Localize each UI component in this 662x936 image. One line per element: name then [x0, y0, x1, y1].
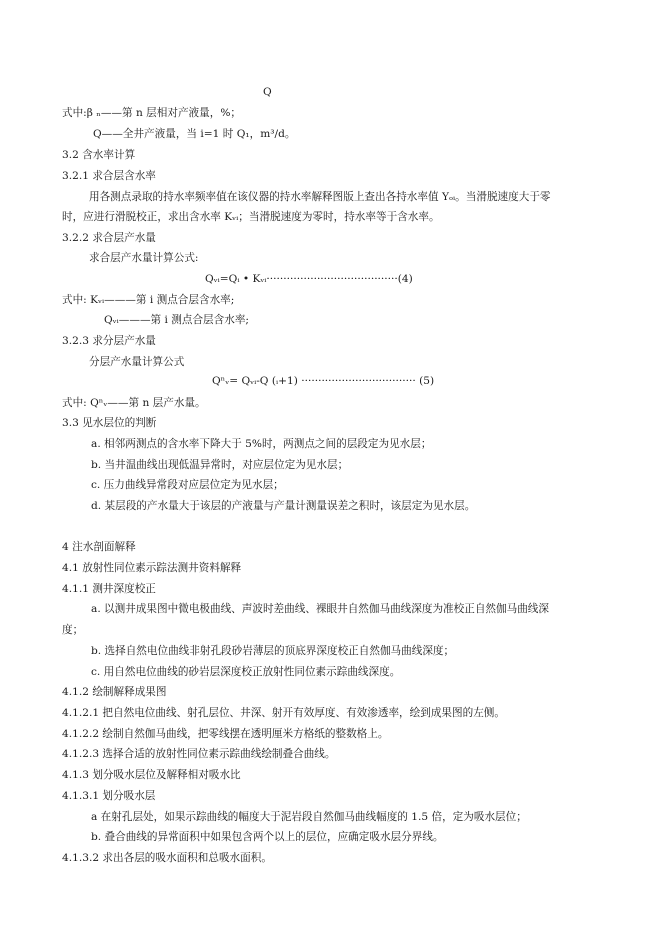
list-item-4-1-1-c: c. 用自然电位曲线的砂岩层深度校正放射性同位素示踪曲线深度。 — [91, 666, 401, 678]
heading-4-1-2: 4.1.2 绘制解释成果图 — [62, 686, 167, 698]
heading-3-2: 3.2 含水率计算 — [62, 149, 136, 161]
paragraph-4-1-2-1: 4.1.2.1 把自然电位曲线、射孔层位、井深、射开有效厚度、有效渗透率，绘到成果图的左侧。 — [62, 707, 505, 719]
heading-3-2-3: 3.2.3 求分层产水量 — [62, 335, 156, 347]
list-item-4-1-3-1-b: b. 叠合曲线的异常面积中如果包含两个以上的层位，应确定吸水层分界线。 — [91, 831, 444, 843]
paragraph-3-2-2: 求合层产水量计算公式: — [89, 252, 199, 264]
heading-4-1: 4.1 放射性同位素示踪法测井资料解释 — [62, 562, 242, 574]
heading-4-1-1: 4.1.1 测井深度校正 — [62, 583, 156, 595]
list-item-4-1-1-a-line1: a. 以测井成果图中微电极曲线、声波时差曲线、裸眼井自然伽马曲线深度为准校正自然伽马曲线深 — [91, 603, 549, 615]
list-item-4-1-1-b: b. 选择自然电位曲线非射孔段砂岩薄层的顶底界深度校正自然伽马曲线深度； — [91, 645, 455, 657]
heading-3-2-2: 3.2.2 求合层产水量 — [62, 232, 156, 244]
list-item-3-3-a: a. 相邻两测点的含水率下降大于 5%时，两测点之间的层段定为见水层； — [91, 438, 432, 450]
heading-3-2-1: 3.2.1 求合层含水率 — [62, 170, 156, 182]
definition-qwi: Qᵥᵢ———第 i 测点合层含水率; — [104, 314, 249, 326]
definition-qn: 式中: Qⁿᵥ——第 n 层产水量。 — [62, 397, 206, 409]
heading-4-1-3-1: 4.1.3.1 划分吸水层 — [62, 790, 156, 802]
list-item-4-1-1-a-line2: 度； — [62, 624, 84, 636]
paragraph-4-1-2-3: 4.1.2.3 选择合适的放射性同位素示踪曲线绘制叠合曲线。 — [62, 748, 336, 760]
definition-q: Q——全井产液量，当 i=1 时 Q₁，m³/d。 — [93, 128, 296, 140]
heading-3-3: 3.3 见水层位的判断 — [62, 417, 157, 429]
heading-4-1-3: 4.1.3 划分吸水层位及解释相对吸水比 — [62, 769, 241, 781]
paragraph-3-2-1-line1: 用各测点录取的持水率频率值在该仪器的持水率解释图版上查出各持水率值 Yₒᵢ。当滑脱速度大于零 — [89, 191, 551, 203]
paragraph-4-1-2-2: 4.1.2.2 绘制自然伽马曲线，把零线摆在透明厘米方格纸的整数格上。 — [62, 728, 389, 740]
list-item-4-1-3-1-a: a 在射孔层处，如果示踪曲线的幅度大于泥岩段自然伽马曲线幅度的 1.5 倍，定为吸水层位； — [91, 811, 527, 823]
definition-beta: 式中:β ₙ——第 n 层相对产液量，%； — [62, 107, 241, 119]
definition-k: 式中: Kᵥᵢ———第 i 测点合层含水率; — [62, 294, 235, 306]
paragraph-4-1-3-2: 4.1.3.2 求出各层的吸水面积和总吸水面积。 — [62, 852, 272, 864]
paragraph-3-2-1-line2: 时，应进行滑脱校正，求出含水率 Kᵥᵢ；当滑脱速度为零时，持水率等于含水率。 — [62, 211, 440, 223]
list-item-3-3-b: b. 当井温曲线出现低温异常时，对应层位定为见水层； — [91, 459, 349, 471]
list-item-3-3-d: d. 某层段的产水量大于该层的产液量与产量计测量误差之积时，该层定为见水层。 — [91, 500, 476, 512]
formula-5: Qⁿᵥ= Qᵥᵢ-Q (ᵢ+1) ·································· (5) — [212, 375, 435, 387]
list-item-3-3-c: c. 压力曲线异常段对应层位定为见水层； — [91, 479, 284, 491]
formula-4: Qᵥᵢ=Qᵢ • Kᵥᵢ·······································(4) — [205, 273, 413, 285]
paragraph-3-2-3: 分层产水量计算公式 — [89, 356, 185, 368]
heading-4: 4 注水剖面解释 — [62, 541, 136, 553]
formula-denominator-q: Q — [263, 86, 272, 98]
